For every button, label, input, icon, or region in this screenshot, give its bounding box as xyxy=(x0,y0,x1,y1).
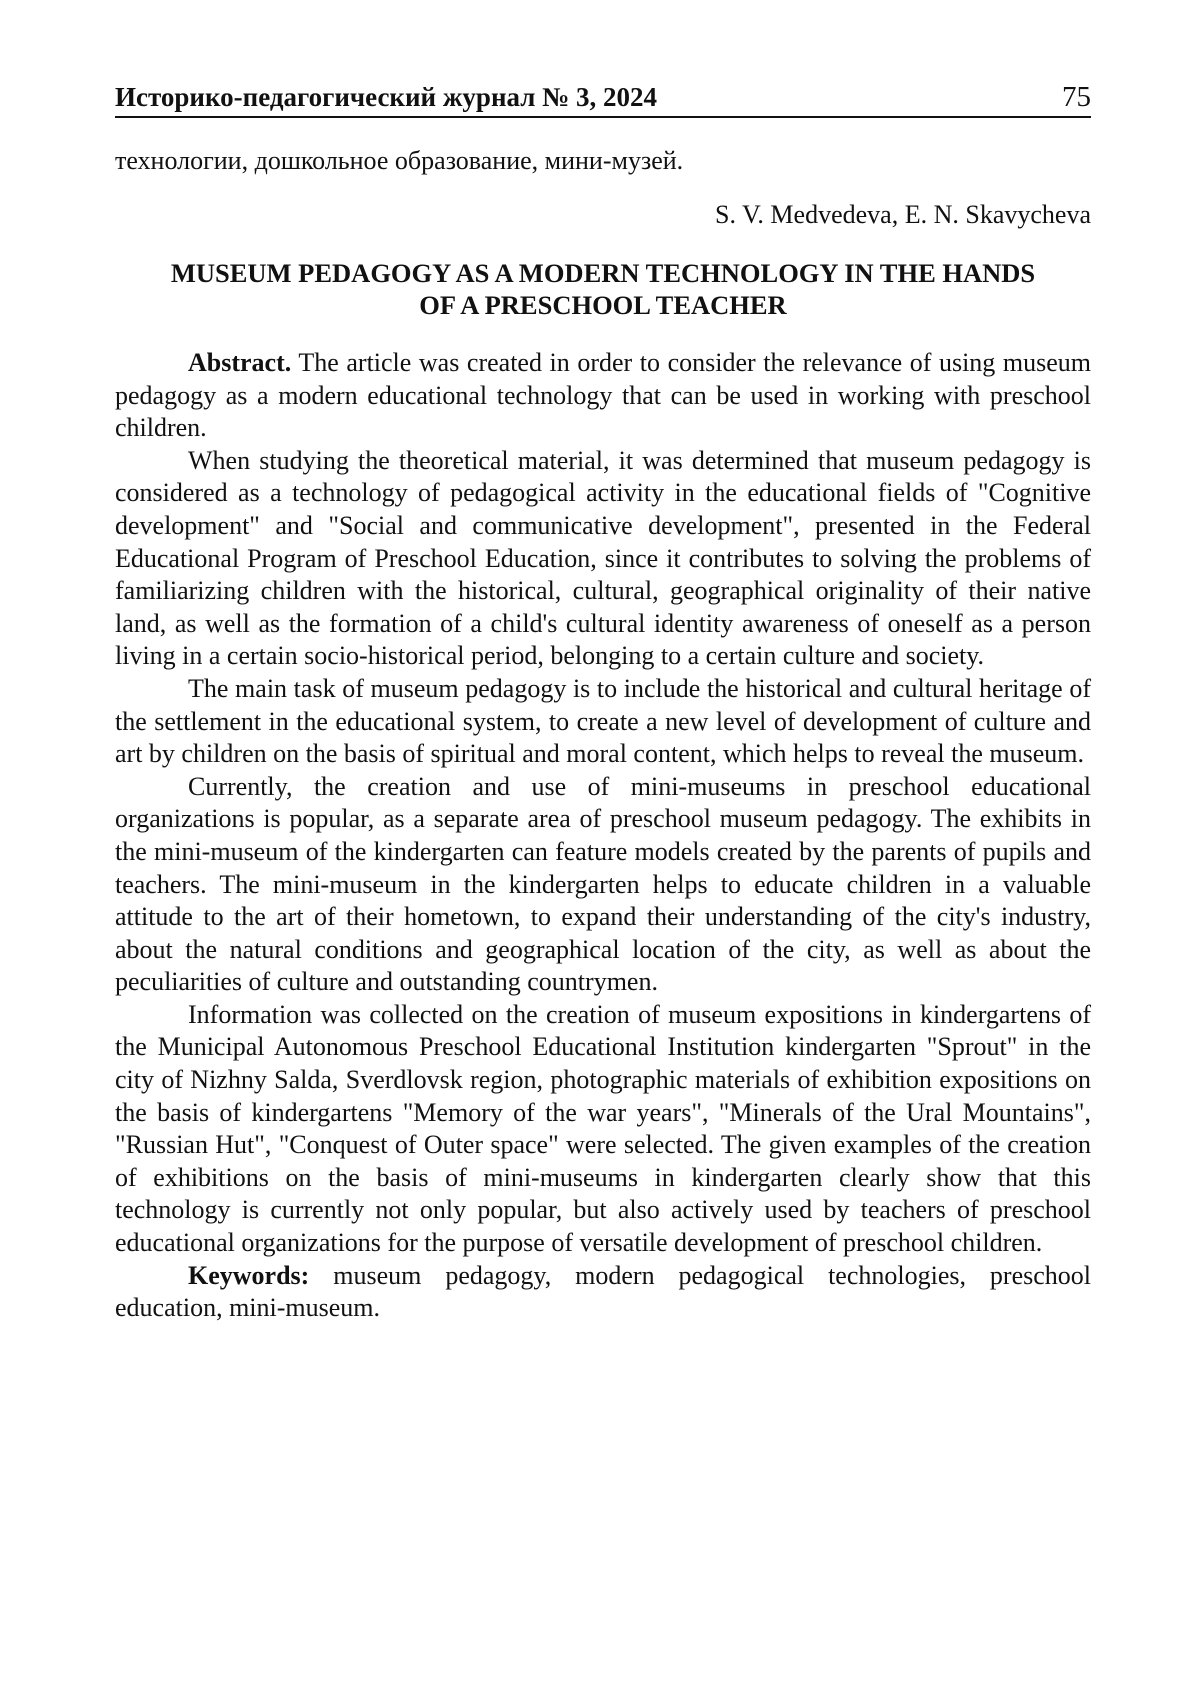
abstract-text: The article was created in order to consider the relevance of using museum pedagogy as a modern educational technology that can be used in working with preschool children. xyxy=(115,348,1091,443)
article-title-line-2: OF A PRESCHOOL TEACHER xyxy=(419,290,787,320)
keywords-paragraph xyxy=(115,1260,1091,1325)
body-paragraph-4: Information was collected on the creation of museum expositions in kindergartens of the Municipal Autonomous Preschool Educational Institution kindergarten "Sprout" in the city of Nizhny Salda, Sverdlovsk region, photographic materials of exhibition expositions on the basis of kindergartens "Memory of the war years", "Minerals of the Ural Mountains", "Russian Hut", "Conquest of Outer space" were selected. The given examples of the creation of exhibitions on the basis of mini-museums in kindergarten clearly show that this technology is currently not only popular, but also actively used by teachers of preschool educational organizations for the purpose of versatile development of preschool children. xyxy=(115,999,1091,1258)
journal-title: Историко-педагогический журнал № 3, 2024 xyxy=(115,82,658,112)
page-number: 75 xyxy=(1062,81,1091,113)
body-paragraph-2: The main task of museum pedagogy is to include the historical and cultural heritage of the settlement in the educational system, to create a new level of development of culture and art by children on the basis of spiritual and moral content, which helps to reveal the museum. xyxy=(115,673,1091,769)
body-paragraph-1: When studying the theoretical material, it was determined that museum pedagogy is considered as a technology of pedagogical activity in the educational fields of "Cognitive development" and "Social and communicative development", presented in the Federal Educational Program of Preschool Education, since it contributes to solving the problems of familiarizing children with the historical, cultural, geographical originality of their native land, as well as the formation of a child's cultural identity awareness of oneself as a person living in a certain socio-historical period, belonging to a certain culture and society. xyxy=(115,445,1091,671)
keywords-label: Keywords: xyxy=(188,1260,310,1290)
article-body xyxy=(115,347,1091,1325)
authors: S. V. Medvedeva, E. N. Skavycheva xyxy=(715,200,1091,229)
previous-keywords-tail: технологии, дошкольное образование, мини-музей. xyxy=(115,146,684,175)
article-title-line-1: MUSEUM PEDAGOGY AS A MODERN TECHNOLOGY IN THE HANDS xyxy=(170,258,1036,288)
document-page xyxy=(115,70,1091,1325)
abstract-label: Abstract. xyxy=(188,348,292,377)
article-title xyxy=(115,257,1091,321)
running-header xyxy=(115,70,1091,118)
abstract-paragraph xyxy=(115,347,1091,445)
keywords-text: museum pedagogy, modern pedagogical technologies, preschool education, mini-museum. xyxy=(115,1260,1091,1323)
body-paragraph-3: Currently, the creation and use of mini-museums in preschool educational organizations is popular, as a separate area of preschool museum pedagogy. The exhibits in the mini-museum of the kindergarten can feature models created by the parents of pupils and teachers. The mini-museum in the kindergarten helps to educate children in a valuable attitude to the art of their hometown, to expand their understanding of the city's industry, about the natural conditions and geographical location of the city, as well as about the peculiarities of culture and outstanding countrymen. xyxy=(115,771,1091,997)
